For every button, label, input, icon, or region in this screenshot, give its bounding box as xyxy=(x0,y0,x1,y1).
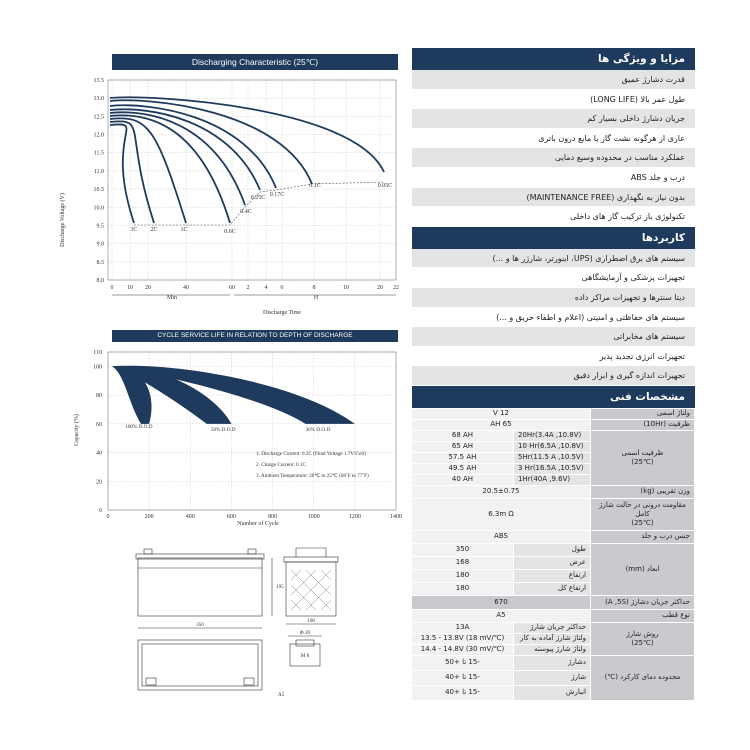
discharge-y-tick: 9.5 xyxy=(96,223,104,230)
spec-max-discharge-value: 670 xyxy=(411,595,590,609)
terminal-type: A5 xyxy=(278,692,285,698)
discharge-x-tick: 60 xyxy=(229,285,235,291)
spec-temp-label: محدوده دمای کارکرد (℃) xyxy=(591,655,695,700)
discharge-y-tick: 13.0 xyxy=(93,96,104,103)
spec-resistance-value: 6.3m Ω xyxy=(411,498,590,530)
discharge-curve xyxy=(110,112,245,205)
cycle-x-tick: 1400 xyxy=(390,514,402,520)
discharge-y-tick: 8.5 xyxy=(96,259,104,266)
discharge-y-label: Discharge Voltage (V) xyxy=(60,193,66,247)
capacity-condition: 10 Hr(6.5A ,10.8V) xyxy=(514,441,591,452)
feature-item: جریان دشارژ داخلی بسیار کم xyxy=(412,109,695,129)
spec-voltage-value: 12 V xyxy=(411,408,590,419)
temp-name: شارژ xyxy=(514,670,591,685)
charge-value: 13A xyxy=(411,622,513,633)
spec-resistance-label: مقاومت درونی در حالت شارژ کامل (25℃) xyxy=(591,498,695,530)
cycle-curve-label: 30% D.O.D xyxy=(305,427,331,433)
discharge-x-tick: 8 xyxy=(312,285,316,291)
temp-value: -15 تا +40 xyxy=(411,685,513,700)
feature-item: عاری از هرگونه نشت گاز یا مایع درون باتری xyxy=(412,129,695,149)
capacity-condition: 20Hr(3.4A ,10.8V) xyxy=(514,430,591,441)
discharge-curve-label: 0.4C xyxy=(240,209,252,215)
discharge-chart xyxy=(50,70,410,320)
capacity-value: 68 AH xyxy=(411,430,513,441)
capacity-value: 40 AH xyxy=(411,474,513,485)
dim-name: ارتفاع xyxy=(514,569,591,582)
cycle-y-tick: 110 xyxy=(93,350,102,356)
charge-name: حداکثر جریان شارژ xyxy=(514,622,591,633)
specs-header: مشخصات فنی xyxy=(412,386,695,408)
discharge-curve-label: 0.1C xyxy=(309,183,321,189)
discharge-x-tick: 10 xyxy=(127,285,133,291)
front-view xyxy=(138,558,262,616)
capacity-condition: 1Hr(40A ,9.6V) xyxy=(514,474,591,485)
spec-case-value: ABS xyxy=(411,530,590,543)
discharge-y-tick: 9.0 xyxy=(96,241,104,248)
side-view xyxy=(286,562,336,616)
cycle-note-2: 2. Charge Current: 0.1C xyxy=(256,462,306,468)
spec-max-discharge-label: حداکثر جریان دشارژ (A ,5S) xyxy=(591,595,695,609)
application-item: سیستم های حفاظتی و امنیتی (اعلام و اطفاء حریق و ...) xyxy=(412,308,695,328)
charge-value: 13.5 - 13.8V (18 mV/℃) xyxy=(411,633,513,644)
spec-weight-value: 20.5±0.75 xyxy=(411,485,590,498)
capacity-value: 57.5 AH xyxy=(411,452,513,463)
discharge-min-label: Min xyxy=(166,295,178,301)
dim-height: 195 xyxy=(276,584,284,590)
spec-charge-label: روش شارژ (25℃) xyxy=(591,622,695,655)
discharge-x-label: Discharge Time xyxy=(262,310,302,316)
battery-drawing xyxy=(128,540,358,700)
capacity-value: 49.5 AH xyxy=(411,463,513,474)
cycle-y-tick: 20 xyxy=(96,479,102,486)
dim-length: 350 xyxy=(196,622,204,628)
discharge-curve-label: 0.05C xyxy=(377,183,393,189)
dim-name: عرض xyxy=(514,556,591,569)
charge-value: 14.4 - 14.8V (30 mV/℃) xyxy=(411,644,513,655)
discharge-curve xyxy=(110,121,154,223)
cycle-chart-title: CYCLE SERVICE LIFE IN RELATION TO DEPTH OF DISCHARGE xyxy=(112,330,398,342)
discharge-curve-label: 0.17C xyxy=(269,192,285,198)
discharge-chart-title: Discharging Characteristic (25℃) xyxy=(112,54,398,70)
applications-list xyxy=(412,249,695,386)
discharge-y-tick: 10.5 xyxy=(93,187,104,194)
cycle-y-tick: 40 xyxy=(96,450,102,457)
application-item: دیتا سنترها و تجهیزات مراکز داده xyxy=(412,288,695,308)
cycle-x-tick: 600 xyxy=(226,514,236,520)
discharge-h-label: H xyxy=(313,295,319,301)
discharge-curve xyxy=(110,124,134,223)
feature-item: طول عمر بالا (LONG LIFE) xyxy=(412,90,695,110)
discharge-y-tick: 8.0 xyxy=(96,278,104,284)
cycle-y-tick: 80 xyxy=(96,393,102,400)
dim-name: طول xyxy=(514,543,591,556)
discharge-y-tick: 12.0 xyxy=(93,132,104,139)
terminal-bolt: M 8 xyxy=(300,653,310,659)
capacity-value: 65 AH xyxy=(411,441,513,452)
dim-name: ارتفاع کل xyxy=(514,582,591,595)
cycle-x-label: Number of Cycle xyxy=(237,521,279,527)
feature-item: درب و جلد ABS xyxy=(412,168,695,188)
spec-case-label: جنس درب و جلد xyxy=(591,530,695,543)
feature-item: تکنولوژی باز ترکیب گاز های داخلی xyxy=(412,207,695,227)
dim-value: 180 xyxy=(411,569,513,582)
cycle-curve-label: 100% D.O.D xyxy=(125,424,153,431)
discharge-curve-label: 0.6C xyxy=(224,229,236,235)
cycle-y-tick: 60 xyxy=(96,421,102,428)
discharge-y-tick: 12.5 xyxy=(93,114,104,121)
application-item: سیستم های مخابراتی xyxy=(412,327,695,347)
spec-capacity-label: ظرفیت اسمی (25℃) xyxy=(591,430,695,485)
application-item: سیستم های برق اضطراری (UPS، اینورتر، شارژر ها و ...) xyxy=(412,249,695,269)
applications-header: کاربردها xyxy=(412,227,695,249)
capacity-condition: 3 Hr(16.5A ,10.5V) xyxy=(514,463,591,474)
discharge-y-tick: 11.5 xyxy=(93,150,104,157)
discharge-x-tick: 10 xyxy=(343,285,349,291)
discharge-curve-label: 1C xyxy=(180,227,188,233)
discharge-x-tick: 0 xyxy=(110,285,114,291)
feature-item: قدرت دشارژ عمیق xyxy=(412,70,695,90)
application-item: تجهیزات پزشکی و آزمایشگاهی xyxy=(412,268,695,288)
cycle-note-3: 3. Ambient Temperature: 20℃ to 25℃ (68˚F to 77˚F) xyxy=(256,473,369,479)
discharge-x-tick: 20 xyxy=(377,285,383,291)
cycle-x-tick: 0 xyxy=(106,514,110,520)
charge-name: ولتاژ شارژ پیوسته xyxy=(514,644,591,655)
dim-value: 168 xyxy=(411,556,513,569)
terminal-diameter: Φ 20 xyxy=(299,630,311,636)
temp-name: دشارژ xyxy=(514,655,591,670)
application-item: تجهیزات اندازه گیری و ابزار دقیق xyxy=(412,366,695,386)
dim-value: 180 xyxy=(411,582,513,595)
features-list xyxy=(412,70,695,227)
capacity-condition: 5Hr(11.5 A ,10.5V) xyxy=(514,452,591,463)
spec-capacity10-value: 65 AH xyxy=(411,419,590,430)
cycle-y-label: Capacity (%) xyxy=(74,414,80,446)
discharge-curve-label: 2C xyxy=(150,227,158,233)
application-item: تجهیزات انرژی تجدید پذیر xyxy=(412,347,695,367)
cycle-y-tick: 0 xyxy=(99,508,102,514)
info-panel xyxy=(412,48,695,701)
temp-value: -15 تا +50 xyxy=(411,655,513,670)
cycle-x-tick: 1000 xyxy=(307,514,320,520)
discharge-x-tick: 2 xyxy=(246,285,250,291)
feature-item: بدون نیاز به نگهداری (MAINTENANCE FREE) xyxy=(412,188,695,208)
cycle-x-tick: 1200 xyxy=(348,514,361,520)
features-header: مزایا و ویژگی ها xyxy=(412,48,695,70)
discharge-x-tick: 40 xyxy=(183,285,189,291)
spec-voltage-label: ولتاژ اسمی xyxy=(591,408,695,419)
spec-terminal-value: A5 xyxy=(411,609,590,622)
discharge-x-tick: 4 xyxy=(264,285,268,291)
charge-name: ولتاژ شارژ آماده به کار xyxy=(514,633,591,644)
cycle-x-tick: 800 xyxy=(268,514,278,520)
spec-capacity10-label: ظرفیت (10Hr) xyxy=(591,419,695,430)
cycle-y-tick: 100 xyxy=(93,364,102,371)
discharge-x-tick: 22 xyxy=(393,285,399,291)
dim-value: 350 xyxy=(411,543,513,556)
discharge-y-tick: 11.0 xyxy=(93,168,104,175)
specs-table xyxy=(411,408,695,701)
discharge-x-tick: 20 xyxy=(145,285,151,291)
temp-name: انبارش xyxy=(514,685,591,700)
dim-width: 168 xyxy=(307,618,315,624)
discharge-y-tick: 10.0 xyxy=(93,205,104,212)
temp-value: -15 تا +40 xyxy=(411,670,513,685)
spec-terminal-label: نوع قطب xyxy=(591,609,695,622)
discharge-curve xyxy=(110,105,276,188)
discharge-curve xyxy=(110,115,230,223)
cycle-note-1: 1. Discharge Current: 0.2C (Final Voltage 1.7V/Cell) xyxy=(256,451,366,457)
discharge-curve-label: 0.25C xyxy=(250,195,266,201)
cycle-curve-label: 50% D.O.D xyxy=(210,427,236,433)
discharge-curve-label: 3C xyxy=(130,227,138,233)
feature-item: عملکرد مناسب در محدوده وسیع دمایی xyxy=(412,148,695,168)
top-view xyxy=(138,640,262,690)
cycle-x-tick: 400 xyxy=(185,514,195,520)
cycle-x-tick: 200 xyxy=(144,514,154,520)
spec-weight-label: وزن تقریبی (kg) xyxy=(591,485,695,498)
cycle-chart xyxy=(60,342,410,532)
discharge-y-tick: 13.5 xyxy=(93,78,104,84)
spec-dims-label: ابعاد (mm) xyxy=(591,543,695,595)
discharge-x-tick: 6 xyxy=(280,285,284,291)
